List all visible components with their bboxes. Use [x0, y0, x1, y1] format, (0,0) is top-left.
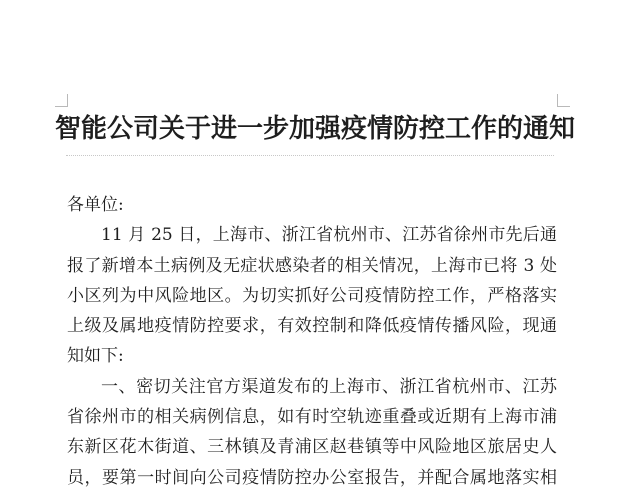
- document-title: 智能公司关于进一步加强疫情防控工作的通知: [54, 114, 575, 144]
- paragraph-line: 上级及属地疫情防控要求，有效控制和降低疫情传播风险，现通: [67, 316, 557, 337]
- title-divider: [66, 155, 554, 156]
- paragraph-line: 省徐州市的相关病例信息，如有时空轨迹重叠或近期有上海市浦: [67, 407, 557, 428]
- document-body: [67, 190, 557, 493]
- paragraph-line: 知如下:: [67, 346, 124, 367]
- paragraph-line: 员，要第一时间向公司疫情防控办公室报告，并配合属地落实相: [67, 467, 557, 488]
- paragraph-line: 东新区花木街道、三林镇及青浦区赵巷镇等中风险地区旅居史人: [67, 437, 557, 458]
- paragraph-line: 11 月 25 日，上海市、浙江省杭州市、江苏省徐州市先后通: [101, 225, 557, 246]
- page-corner-mark-top-left: [55, 94, 68, 107]
- paragraph-line: 报了新增本土病例及无症状感染者的相关情况，上海市已将 3 处: [67, 255, 557, 276]
- paragraph-line: 小区列为中风险地区。为切实抓好公司疫情防控工作，严格落实: [67, 285, 557, 306]
- page-corner-mark-top-right: [557, 94, 570, 107]
- paragraph-line: 一、密切关注官方渠道发布的上海市、浙江省杭州市、江苏: [101, 376, 557, 397]
- salutation: 各单位:: [67, 195, 124, 215]
